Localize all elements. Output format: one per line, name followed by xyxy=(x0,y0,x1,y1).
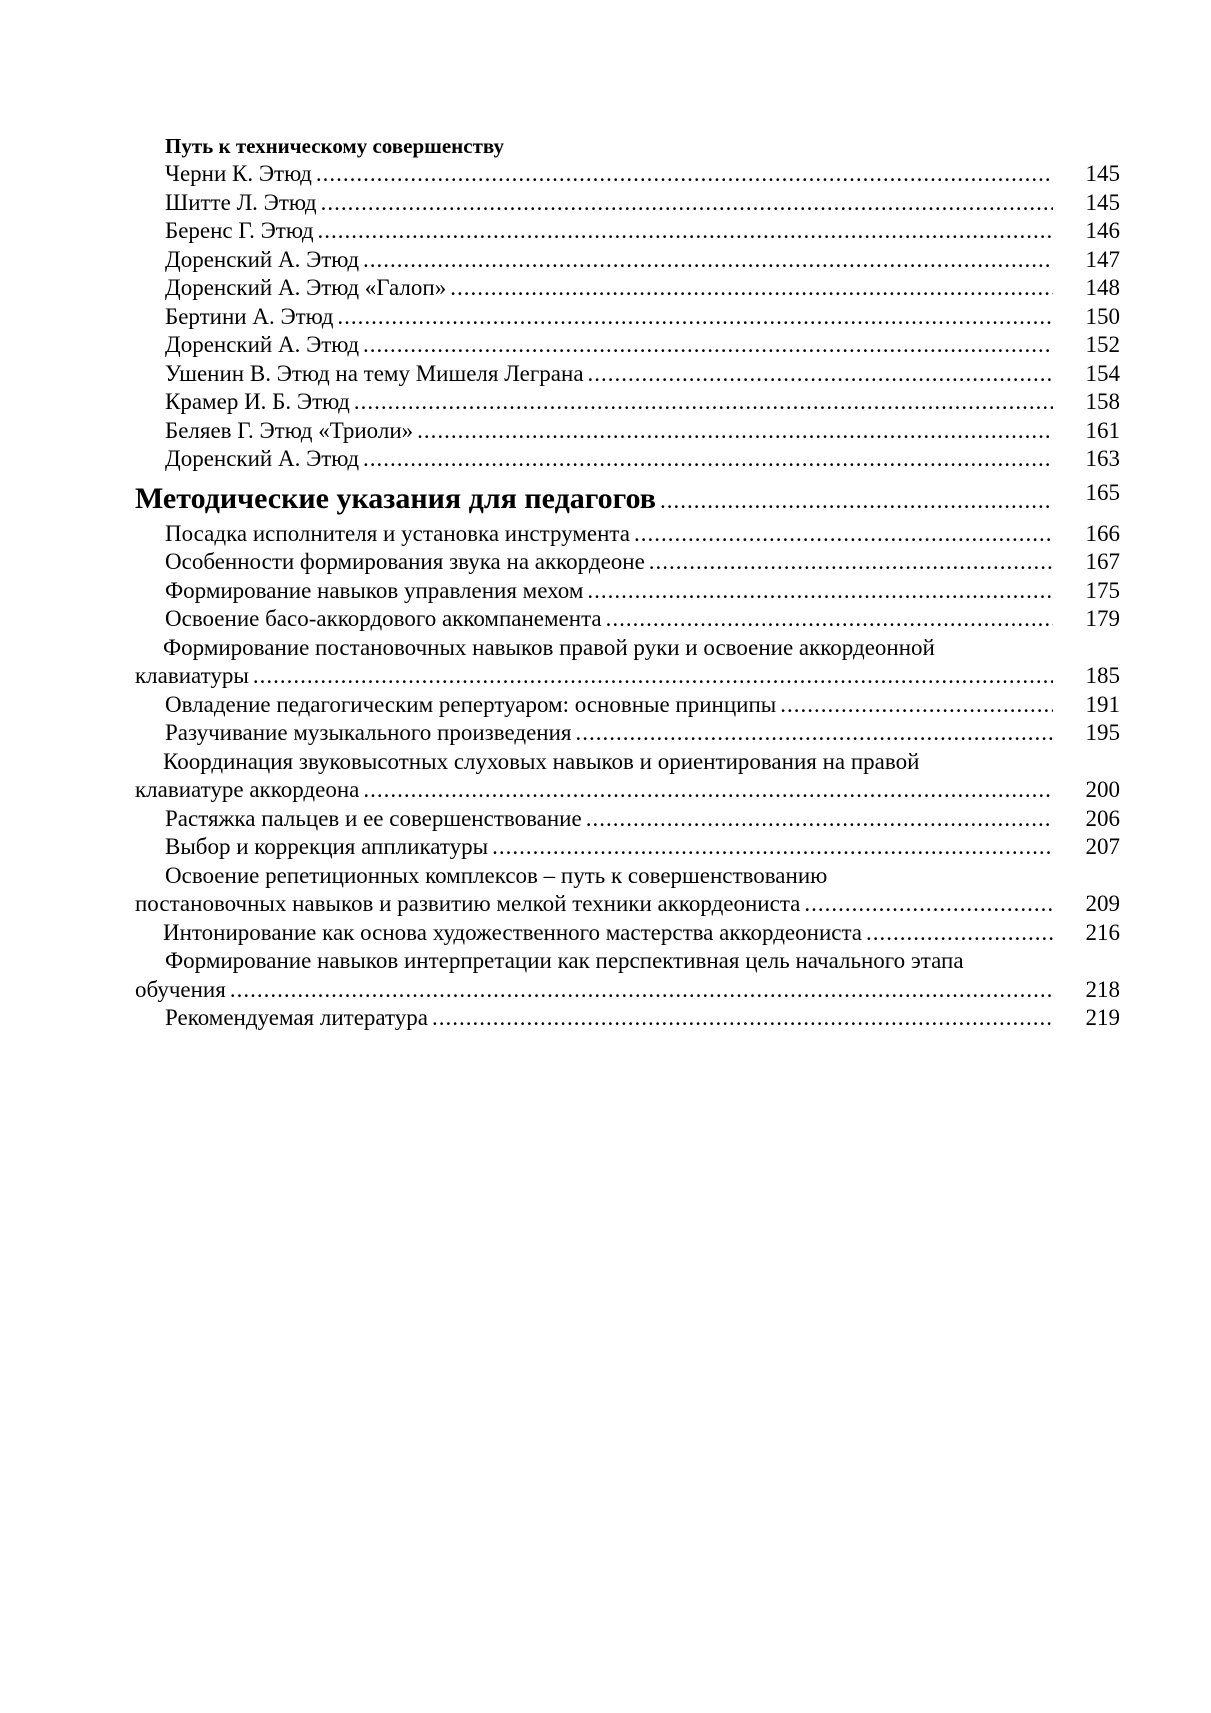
toc-entry[interactable] xyxy=(135,1004,1120,1033)
entry-page: 161 xyxy=(1085,417,1120,443)
dot-leader xyxy=(321,189,1053,218)
dot-leader xyxy=(363,331,1053,360)
toc-entry[interactable] xyxy=(135,189,1120,218)
dot-leader xyxy=(432,1004,1053,1033)
entry-title: Формирование навыков управления мехом xyxy=(165,577,584,603)
entry-title: Особенности формирования звука на аккордеоне xyxy=(165,549,645,574)
dot-leader xyxy=(587,577,1053,606)
toc-entry[interactable] xyxy=(135,719,1120,748)
toc-entry[interactable] xyxy=(135,691,1120,720)
entry-title-line1: Формирование навыков интерпретации как перспективная цель начального этапа xyxy=(165,948,964,973)
toc-entry[interactable] xyxy=(135,805,1120,834)
entry-title: Выбор и коррекция аппликатуры xyxy=(165,834,489,859)
entry-title-line1: Освоение репетиционных комплексов – путь к совершенствованию xyxy=(165,862,828,888)
toc-entry[interactable] xyxy=(135,388,1120,417)
dot-leader xyxy=(649,548,1053,577)
toc-entry[interactable] xyxy=(135,577,1120,606)
toc-entry[interactable] xyxy=(135,548,1120,577)
dot-leader xyxy=(354,388,1053,417)
entry-page: 191 xyxy=(1085,691,1120,717)
toc-entry[interactable] xyxy=(135,605,1120,634)
dot-leader xyxy=(363,246,1053,275)
entry-page: 147 xyxy=(1085,246,1120,272)
entry-title: Доренский А. Этюд «Галоп» xyxy=(165,275,447,300)
entry-title: Бертини А. Этюд xyxy=(165,303,334,329)
entry-title: Разучивание музыкального произведения xyxy=(165,720,572,745)
entry-title: обучения xyxy=(135,976,226,1002)
toc-entry[interactable] xyxy=(135,776,1120,805)
toc-entry[interactable] xyxy=(135,976,1120,1005)
toc-entry[interactable] xyxy=(135,833,1120,862)
dot-leader xyxy=(230,976,1053,1005)
entry-page: 146 xyxy=(1085,218,1120,243)
toc-entry[interactable] xyxy=(135,919,1120,948)
entry-page: 150 xyxy=(1085,303,1120,329)
toc-entry[interactable] xyxy=(135,303,1120,332)
entry-title: Крамер И. Б. Этюд xyxy=(165,389,350,414)
dot-leader xyxy=(586,805,1053,834)
dot-leader xyxy=(492,833,1053,862)
entry-title-line1: Формирование постановочных навыков правой руки и освоение аккордеонной xyxy=(163,634,935,660)
entry-page: 209 xyxy=(1085,891,1120,916)
entry-page: 145 xyxy=(1085,189,1120,215)
entry-title: Растяжка пальцев и ее совершенствование xyxy=(165,805,582,831)
entry-title: Беренс Г. Этюд xyxy=(165,218,314,243)
entry-title: Методические указания для педагогов xyxy=(135,481,656,515)
dot-leader xyxy=(588,360,1053,389)
entry-page: 218 xyxy=(1085,976,1120,1002)
entry-title: Ушенин В. Этюд на тему Мишеля Леграна xyxy=(165,360,584,386)
table-of-contents xyxy=(135,132,1120,1033)
toc-entry[interactable] xyxy=(135,331,1120,360)
entry-page: 200 xyxy=(1085,777,1120,802)
entry-page: 185 xyxy=(1085,663,1120,688)
entry-page: 216 xyxy=(1085,919,1120,945)
dot-leader xyxy=(316,160,1053,189)
dot-leader xyxy=(253,662,1053,691)
entry-title: Доренский А. Этюд xyxy=(165,246,360,272)
entry-page: 195 xyxy=(1085,720,1120,745)
dot-leader xyxy=(450,274,1053,303)
toc-entry[interactable] xyxy=(135,417,1120,446)
entry-title: Посадка исполнителя и установка инструмента xyxy=(165,520,630,546)
dot-leader xyxy=(660,480,1053,522)
dot-leader xyxy=(318,217,1053,246)
dot-leader xyxy=(417,417,1053,446)
section-heading-methodical[interactable] xyxy=(135,478,1120,520)
entry-page: 148 xyxy=(1085,275,1120,300)
entry-title: Доренский А. Этюд xyxy=(165,446,360,471)
dot-leader xyxy=(634,520,1053,549)
entry-title: клавиатуры xyxy=(135,663,249,688)
dot-leader xyxy=(804,890,1053,919)
toc-entry[interactable] xyxy=(135,217,1120,246)
toc-entry[interactable] xyxy=(135,274,1120,303)
entry-title: Шитте Л. Этюд xyxy=(165,189,317,215)
toc-entry[interactable] xyxy=(135,360,1120,389)
entry-title: клавиатуре аккордеона xyxy=(135,777,360,802)
entry-title: Овладение педагогическим репертуаром: основные принципы xyxy=(165,691,777,717)
dot-leader xyxy=(363,776,1053,805)
entry-title: Освоение басо-аккордового аккомпанемента xyxy=(165,606,602,631)
dot-leader xyxy=(606,605,1053,634)
entry-page: 163 xyxy=(1085,446,1120,471)
entry-page: 167 xyxy=(1085,549,1120,574)
toc-entry[interactable] xyxy=(135,160,1120,189)
dot-leader xyxy=(575,719,1053,748)
toc-entry[interactable] xyxy=(135,890,1120,919)
entry-title: Рекомендуемая литература xyxy=(165,1005,428,1030)
entry-page: 179 xyxy=(1085,606,1120,631)
toc-entry[interactable] xyxy=(135,662,1120,691)
entry-page: 152 xyxy=(1085,332,1120,357)
toc-entry[interactable] xyxy=(135,520,1120,549)
toc-entry[interactable] xyxy=(135,445,1120,474)
entry-title: Доренский А. Этюд xyxy=(165,332,360,357)
entry-title: Интонирование как основа художественного мастерства аккордеониста xyxy=(163,919,862,945)
entry-page: 166 xyxy=(1085,520,1120,546)
toc-entry[interactable] xyxy=(135,246,1120,275)
section-heading-technical: Путь к техническому совершенству xyxy=(165,134,505,158)
dot-leader xyxy=(337,303,1053,332)
dot-leader xyxy=(780,691,1053,720)
entry-page: 154 xyxy=(1085,360,1120,386)
entry-page: 206 xyxy=(1085,805,1120,831)
entry-title: Черни К. Этюд xyxy=(165,161,312,186)
entry-page: 145 xyxy=(1085,161,1120,186)
dot-leader xyxy=(866,919,1053,948)
entry-page: 207 xyxy=(1085,834,1120,859)
entry-page: 158 xyxy=(1085,389,1120,414)
entry-title-line1: Координация звуковысотных слуховых навыков и ориентирования на правой xyxy=(163,748,920,774)
entry-title: Беляев Г. Этюд «Триоли» xyxy=(165,417,414,443)
entry-title: постановочных навыков и развитию мелкой техники аккордеониста xyxy=(135,891,801,916)
entry-page: 165 xyxy=(1085,479,1120,505)
entry-page: 175 xyxy=(1085,577,1120,603)
entry-page: 219 xyxy=(1085,1005,1120,1030)
dot-leader xyxy=(363,445,1053,474)
